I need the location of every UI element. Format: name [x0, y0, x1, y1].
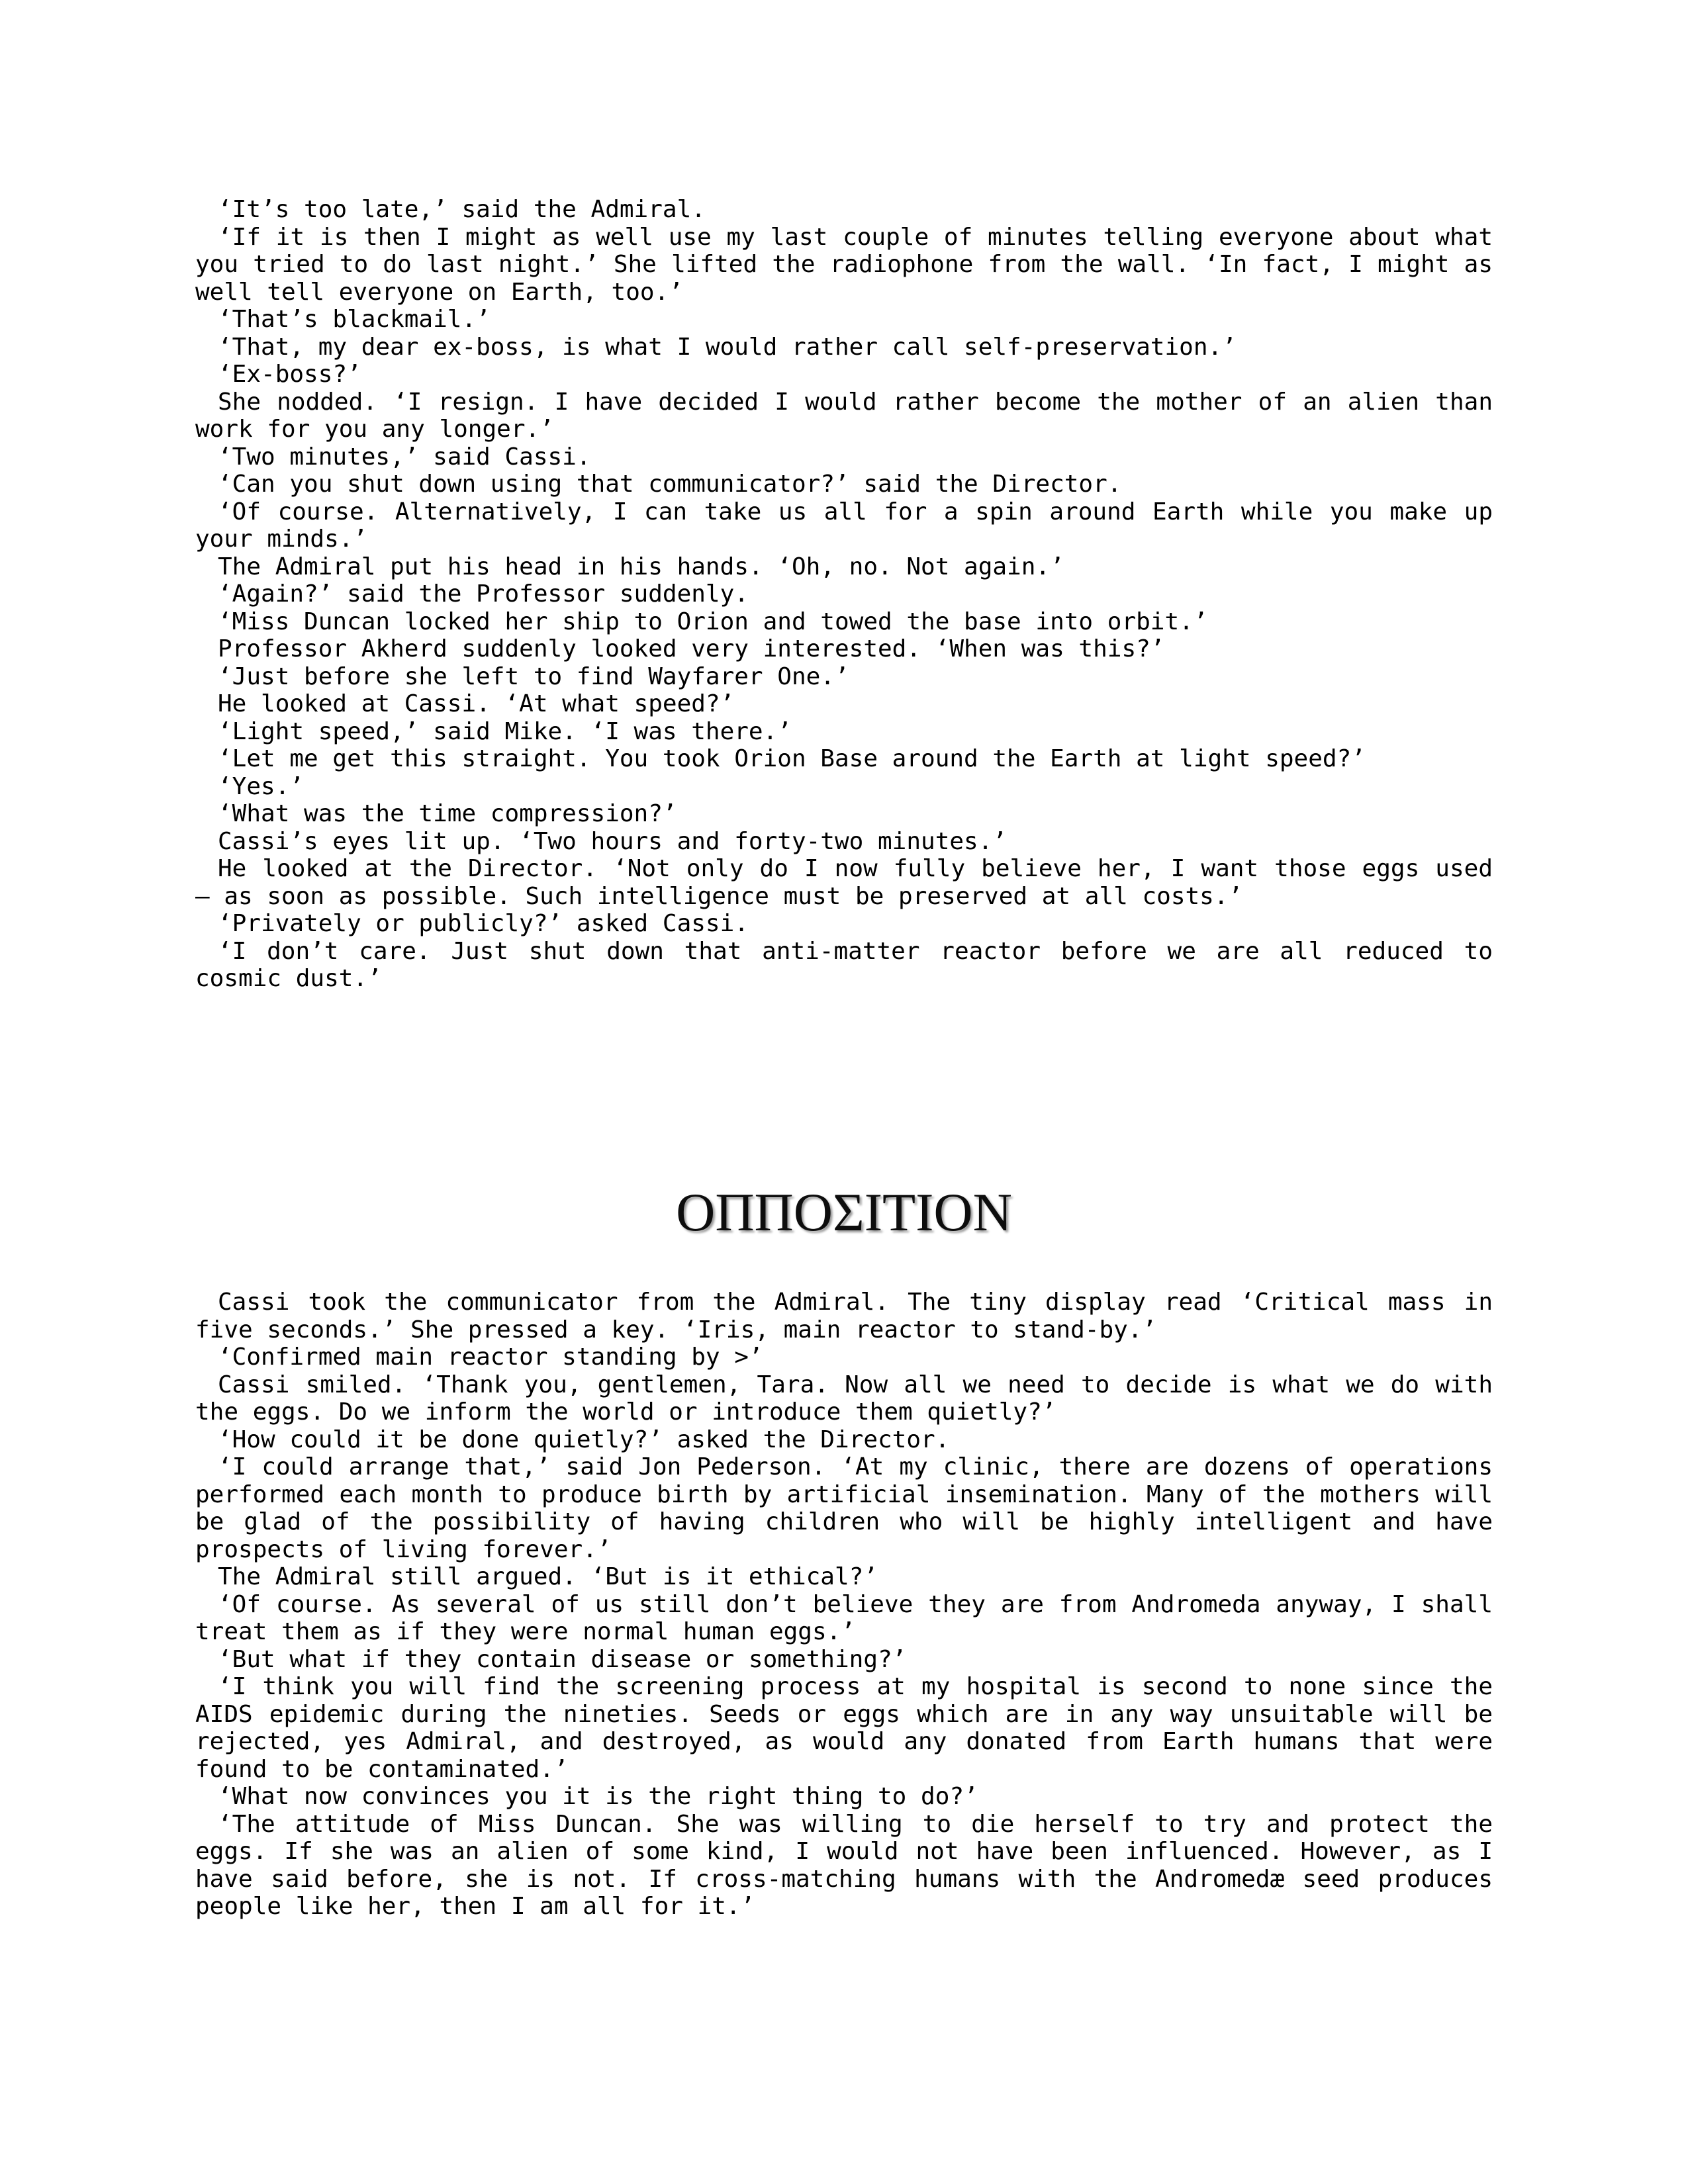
paragraph: Professor Akherd suddenly looked very interested. ‘When was this?’ [218, 635, 1165, 662]
section-2-text [195, 1289, 1493, 1921]
paragraph: ‘What now convinces you it is the right thing to do?’ [218, 1783, 978, 1810]
paragraph: ‘Can you shut down using that communicator?’ said the Director. [218, 471, 1122, 498]
paragraph: ‘Miss Duncan locked her ship to Orion and towed the base into orbit.’ [218, 608, 1208, 635]
paragraph: ‘Light speed,’ said Mike. ‘I was there.’ [218, 717, 792, 745]
paragraph: He looked at the Director. ‘Not only do I now fully believe her, I want those eggs used – as soon as possible. Such intelligence must be preserved at all costs.’ [195, 855, 1493, 910]
paragraph: ‘That, my dear ex-boss, is what I would rather call self-preservation.’ [218, 333, 1237, 361]
section-1-text [195, 196, 1493, 993]
paragraph: ‘That’s blackmail.’ [218, 306, 491, 333]
paragraph: ‘Let me get this straight. You took Orion Base around the Earth at light speed?’ [218, 745, 1366, 772]
paragraph: ‘If it is then I might as well use my last couple of minutes telling everyone about what you tried to do last night.’ She lifted the radiophone from the wall. ‘In fact, I might as well tell everyone on Earth, too.’ [195, 223, 1493, 306]
paragraph: ‘I could arrange that,’ said Jon Pederson. ‘At my clinic, there are dozens of operations performed each month to produce birth by artificial insemination. Many of the mothers will be glad of the possibility of having children who will be highly intelligent and have prospects of living forever.’ [195, 1453, 1493, 1563]
paragraph: ‘But what if they contain disease or something?’ [218, 1645, 907, 1673]
paragraph: ‘I think you will find the screening process at my hospital is second to none since the AIDS epidemic during the nineties. Seeds or eggs which are in any way unsuitable will be rejected, yes Admiral, and destroyed, as would any donated from Earth humans that were found to be contaminated.’ [195, 1673, 1493, 1783]
paragraph: ‘Confirmed main reactor standing by >’ [218, 1343, 763, 1371]
paragraph: ‘Yes.’ [218, 772, 305, 800]
paragraph: ‘Of course. As several of us still don’t believe they are from Andromeda anyway, I shall treat them as if they were normal human eggs.’ [195, 1590, 1493, 1645]
paragraph: ‘Again?’ said the Professor suddenly. [218, 580, 749, 608]
paragraph: He looked at Cassi. ‘At what speed?’ [218, 690, 735, 717]
paragraph: ‘Ex-boss?’ [218, 361, 361, 388]
paragraph: Cassi took the communicator from the Admiral. The tiny display read ‘Critical mass in five seconds.’ She pressed a key. ‘Iris, main reactor to stand-by.’ [195, 1289, 1493, 1343]
paragraph: ‘Two minutes,’ said Cassi. [218, 443, 591, 471]
paragraph: ‘It’s too late,’ said the Admiral. [218, 196, 706, 223]
paragraph: ‘Of course. Alternatively, I can take us all for a spin around Earth while you make up your minds.’ [195, 498, 1493, 553]
paragraph: ‘The attitude of Miss Duncan. She was willing to die herself to try and protect the eggs. If she was an alien of some kind, I would not have been influenced. However, as I have said before, she is not. If cross-matching humans with the Andromedæ seed produces people like her, then I am all for it.’ [195, 1810, 1493, 1920]
paragraph: The Admiral still argued. ‘But is it ethical?’ [218, 1563, 878, 1590]
paragraph: ‘Privately or publicly?’ asked Cassi. [218, 910, 749, 937]
paragraph: ‘How could it be done quietly?’ asked the Director. [218, 1426, 950, 1453]
paragraph: ‘What was the time compression?’ [218, 800, 677, 827]
paragraph: ‘I don’t care. Just shut down that anti-matter reactor before we are all reduced to cosmic dust.’ [195, 937, 1493, 992]
paragraph: Cassi’s eyes lit up. ‘Two hours and forty-two minutes.’ [218, 827, 1008, 855]
paragraph: The Admiral put his head in his hands. ‘Oh, no. Not again.’ [218, 553, 1064, 580]
paragraph: She nodded. ‘I resign. I have decided I would rather become the mother of an alien than work for you any longer.’ [195, 388, 1493, 443]
paragraph: ‘Just before she left to find Wayfarer One.’ [218, 662, 849, 690]
chapter-title: ΟΠΠΟΣΙΤΙΟΝ [676, 1182, 1012, 1242]
paragraph: Cassi smiled. ‘Thank you, gentlemen, Tara. Now all we need to decide is what we do with the eggs. Do we inform the world or introduce them quietly?’ [195, 1371, 1493, 1426]
